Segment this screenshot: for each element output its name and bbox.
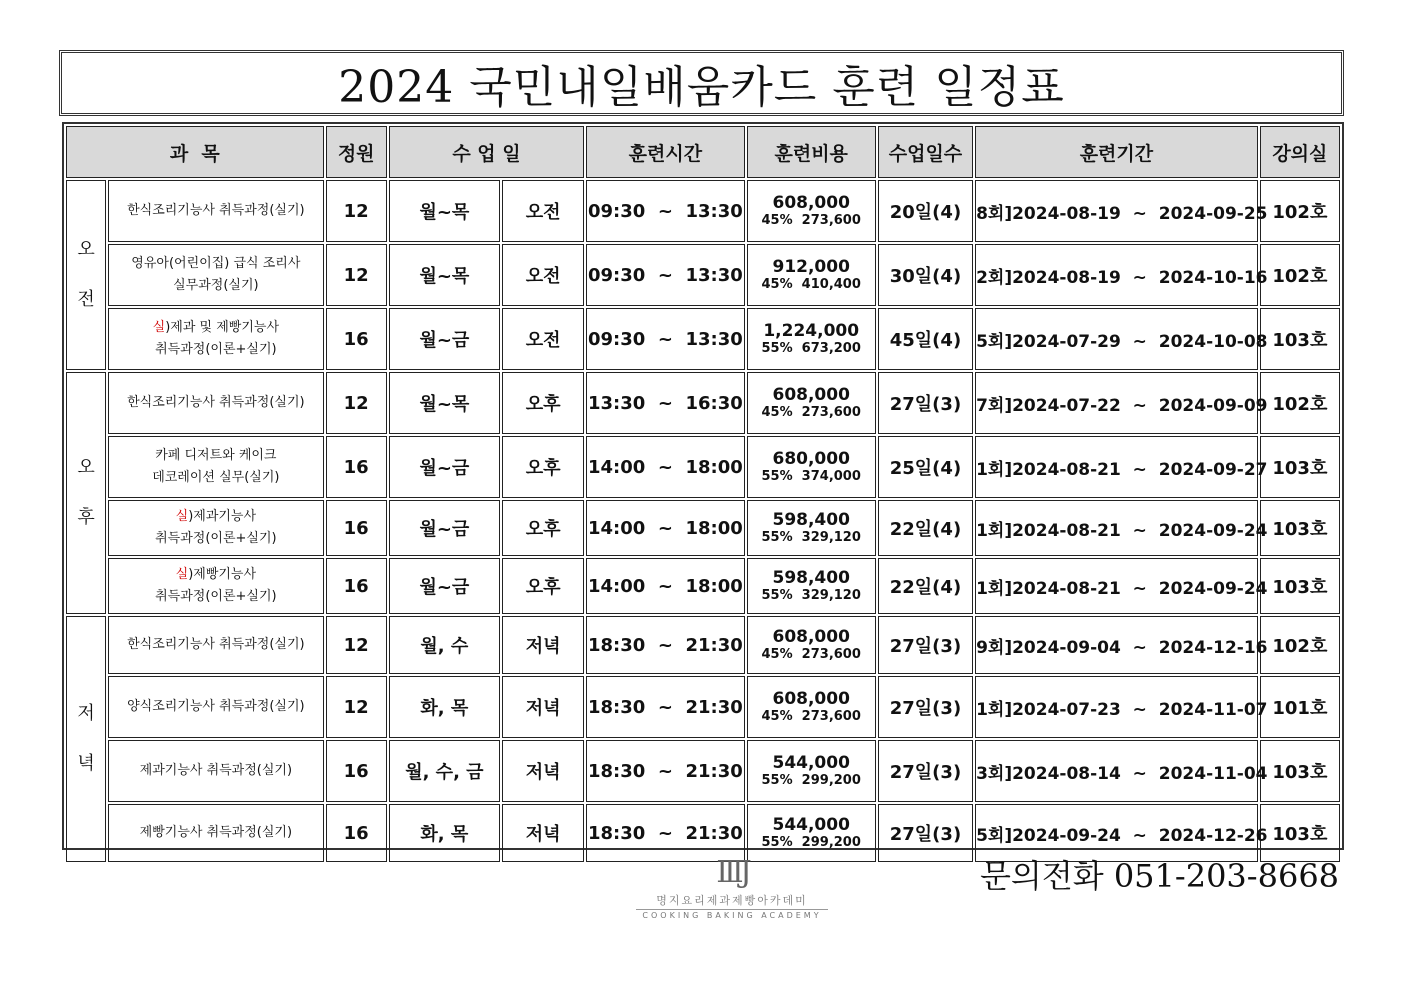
cost-cell: [747, 180, 876, 242]
course-label: 한식조리기능사 취득과정(실기): [127, 202, 305, 218]
class-days-cell: 월~목: [389, 244, 500, 306]
cost-amount: 608,000: [772, 626, 850, 647]
capacity-cell: 12: [326, 244, 387, 306]
capacity-cell: 16: [326, 500, 387, 556]
table-row: [66, 372, 1340, 434]
contact-phone: 문의전화 051-203-8668: [980, 857, 1340, 895]
cost-cell: [747, 244, 876, 306]
training-hours-cell: 18:30 ~ 21:30: [586, 804, 744, 862]
training-period-cell: 2회]2024-08-19 ~ 2024-10-16: [975, 244, 1258, 306]
class-days-cell: 월~금: [389, 436, 500, 498]
room-cell: 102호: [1260, 244, 1340, 306]
cost-self-pay: 45% 273,600: [761, 404, 861, 420]
cost-cell: [747, 558, 876, 614]
time-slot-cell: 오전: [502, 180, 584, 242]
room-cell: 102호: [1260, 616, 1340, 674]
num-days-cell: 20일(4): [878, 180, 973, 242]
num-days-cell: 45일(4): [878, 308, 973, 370]
schedule-table-wrapper: [62, 122, 1344, 850]
header-cost: 훈련비용: [747, 126, 876, 178]
room-cell: 103호: [1260, 500, 1340, 556]
course-name: [108, 180, 324, 242]
cost-self-pay: 55% 329,120: [761, 529, 861, 545]
capacity-cell: 12: [326, 616, 387, 674]
training-period-cell: 5회]2024-09-24 ~ 2024-12-26: [975, 804, 1258, 862]
capacity-cell: 12: [326, 372, 387, 434]
class-days-cell: 월~금: [389, 500, 500, 556]
course-label: )제과 및 제빵기능사 취득과정(이론+실기): [155, 319, 280, 357]
header-num-days: 수업일수: [878, 126, 973, 178]
num-days-cell: 27일(3): [878, 372, 973, 434]
table-row: [66, 558, 1340, 614]
training-hours-cell: 14:00 ~ 18:00: [586, 558, 744, 614]
capacity-cell: 16: [326, 804, 387, 862]
course-label: 양식조리기능사 취득과정(실기): [127, 698, 305, 714]
class-days-cell: 화, 목: [389, 676, 500, 738]
course-label: )제과기능사 취득과정(이론+실기): [155, 508, 277, 546]
num-days-cell: 27일(3): [878, 676, 973, 738]
time-slot-cell: 저녁: [502, 740, 584, 802]
training-hours-cell: 14:00 ~ 18:00: [586, 436, 744, 498]
time-slot-cell: 저녁: [502, 676, 584, 738]
header-hours: 훈련시간: [586, 126, 744, 178]
room-cell: 101호: [1260, 676, 1340, 738]
schedule-table: [64, 124, 1342, 864]
course-name: [108, 244, 324, 306]
class-days-cell: 월~목: [389, 372, 500, 434]
training-hours-cell: 09:30 ~ 13:30: [586, 308, 744, 370]
course-label: 제빵기능사 취득과정(실기): [139, 824, 293, 840]
logo-english-name: COOKING BAKING ACADEMY: [642, 911, 822, 920]
capacity-cell: 12: [326, 676, 387, 738]
course-label: 한식조리기능사 취득과정(실기): [127, 394, 305, 410]
cost-self-pay: 45% 273,600: [761, 212, 861, 228]
training-period-cell: 1회]2024-08-21 ~ 2024-09-27: [975, 436, 1258, 498]
class-days-cell: 화, 목: [389, 804, 500, 862]
course-name: [108, 436, 324, 498]
capacity-cell: 16: [326, 740, 387, 802]
num-days-cell: 27일(3): [878, 740, 973, 802]
cost-self-pay: 55% 374,000: [761, 468, 861, 484]
session-group-evening: 저 녁: [66, 616, 106, 862]
room-cell: 102호: [1260, 180, 1340, 242]
cost-cell: [747, 500, 876, 556]
logo-korean-name: 명지요리제과제빵아카데미: [636, 892, 828, 910]
cost-self-pay: 55% 299,200: [761, 834, 861, 850]
num-days-cell: 27일(3): [878, 616, 973, 674]
cost-amount: 608,000: [772, 384, 850, 405]
training-period-cell: 8회]2024-08-19 ~ 2024-09-25: [975, 180, 1258, 242]
training-period-cell: 1회]2024-08-21 ~ 2024-09-24: [975, 500, 1258, 556]
capacity-cell: 16: [326, 436, 387, 498]
cost-cell: [747, 676, 876, 738]
training-hours-cell: 09:30 ~ 13:30: [586, 180, 744, 242]
cost-cell: [747, 804, 876, 862]
class-days-cell: 월~금: [389, 308, 500, 370]
cost-amount: 680,000: [772, 448, 850, 469]
cost-self-pay: 55% 299,200: [761, 772, 861, 788]
cost-cell: [747, 740, 876, 802]
cost-self-pay: 55% 329,120: [761, 587, 861, 603]
room-cell: 103호: [1260, 558, 1340, 614]
practical-marker: 실: [152, 319, 166, 335]
cost-self-pay: 55% 673,200: [761, 340, 861, 356]
table-row: [66, 436, 1340, 498]
cost-amount: 1,224,000: [763, 320, 860, 341]
cost-amount: 544,000: [772, 752, 850, 773]
practical-marker: 실: [175, 566, 189, 582]
cost-self-pay: 45% 273,600: [761, 646, 861, 662]
training-period-cell: 1회]2024-08-21 ~ 2024-09-24: [975, 558, 1258, 614]
course-label: 영유아(어린이집) 급식 조리사 실무과정(실기): [131, 255, 301, 293]
training-hours-cell: 13:30 ~ 16:30: [586, 372, 744, 434]
course-name: [108, 500, 324, 556]
cost-amount: 598,400: [772, 509, 850, 530]
training-hours-cell: 18:30 ~ 21:30: [586, 616, 744, 674]
training-period-cell: 1회]2024-07-23 ~ 2024-11-07: [975, 676, 1258, 738]
cost-cell: [747, 616, 876, 674]
capacity-cell: 12: [326, 180, 387, 242]
cost-self-pay: 45% 273,600: [761, 708, 861, 724]
practical-marker: 실: [175, 508, 189, 524]
cost-amount: 544,000: [772, 814, 850, 835]
course-name: [108, 558, 324, 614]
time-slot-cell: 오전: [502, 308, 584, 370]
training-period-cell: 9회]2024-09-04 ~ 2024-12-16: [975, 616, 1258, 674]
page-title: 2024 국민내일배움카드 훈련 일정표: [338, 62, 1065, 113]
course-name: [108, 804, 324, 862]
time-slot-cell: 오후: [502, 558, 584, 614]
cost-cell: [747, 436, 876, 498]
header-class-days: 수 업 일: [389, 126, 584, 178]
time-slot-cell: 오후: [502, 436, 584, 498]
capacity-cell: 16: [326, 308, 387, 370]
room-cell: 103호: [1260, 436, 1340, 498]
table-row: [66, 740, 1340, 802]
table-row: [66, 676, 1340, 738]
table-row: [66, 244, 1340, 306]
course-name: [108, 740, 324, 802]
class-days-cell: 월~금: [389, 558, 500, 614]
room-cell: 103호: [1260, 804, 1340, 862]
time-slot-cell: 오후: [502, 372, 584, 434]
class-days-cell: 월~목: [389, 180, 500, 242]
cost-self-pay: 45% 410,400: [761, 276, 861, 292]
cost-amount: 608,000: [772, 192, 850, 213]
header-course: 과 목: [66, 126, 324, 178]
course-name: [108, 676, 324, 738]
room-cell: 103호: [1260, 740, 1340, 802]
training-hours-cell: 09:30 ~ 13:30: [586, 244, 744, 306]
training-period-cell: 5회]2024-07-29 ~ 2024-10-08: [975, 308, 1258, 370]
course-label: )제빵기능사 취득과정(이론+실기): [155, 566, 277, 604]
header-capacity: 정원: [326, 126, 387, 178]
table-row: [66, 616, 1340, 674]
cost-cell: [747, 308, 876, 370]
cost-cell: [747, 372, 876, 434]
course-name: [108, 372, 324, 434]
num-days-cell: 25일(4): [878, 436, 973, 498]
class-days-cell: 월, 수: [389, 616, 500, 674]
table-row: [66, 308, 1340, 370]
capacity-cell: 16: [326, 558, 387, 614]
header-room: 강의실: [1260, 126, 1340, 178]
training-hours-cell: 18:30 ~ 21:30: [586, 676, 744, 738]
header-period: 훈련기간: [975, 126, 1258, 178]
time-slot-cell: 오전: [502, 244, 584, 306]
table-row: [66, 180, 1340, 242]
course-label: 한식조리기능사 취득과정(실기): [127, 636, 305, 652]
training-hours-cell: 18:30 ~ 21:30: [586, 740, 744, 802]
room-cell: 103호: [1260, 308, 1340, 370]
num-days-cell: 30일(4): [878, 244, 973, 306]
num-days-cell: 22일(4): [878, 558, 973, 614]
cost-amount: 608,000: [772, 688, 850, 709]
cost-amount: 598,400: [772, 567, 850, 588]
session-group-morning: 오 전: [66, 180, 106, 370]
training-period-cell: 3회]2024-08-14 ~ 2024-11-04: [975, 740, 1258, 802]
num-days-cell: 27일(3): [878, 804, 973, 862]
course-label: 제과기능사 취득과정(실기): [139, 762, 293, 778]
time-slot-cell: 저녁: [502, 804, 584, 862]
training-period-cell: 7회]2024-07-22 ~ 2024-09-09: [975, 372, 1258, 434]
training-hours-cell: 14:00 ~ 18:00: [586, 500, 744, 556]
cost-amount: 912,000: [772, 256, 850, 277]
room-cell: 102호: [1260, 372, 1340, 434]
course-name: [108, 308, 324, 370]
header-row: [66, 126, 1340, 178]
logo-mark-icon: IIIJ: [716, 855, 748, 890]
title-box: [59, 50, 1344, 116]
time-slot-cell: 저녁: [502, 616, 584, 674]
table-row: [66, 500, 1340, 556]
session-group-afternoon: 오 후: [66, 372, 106, 614]
time-slot-cell: 오후: [502, 500, 584, 556]
course-label: 카페 디저트와 케이크 데코레이션 실무(실기): [152, 447, 280, 485]
course-name: [108, 616, 324, 674]
num-days-cell: 22일(4): [878, 500, 973, 556]
academy-logo: [636, 856, 828, 920]
class-days-cell: 월, 수, 금: [389, 740, 500, 802]
